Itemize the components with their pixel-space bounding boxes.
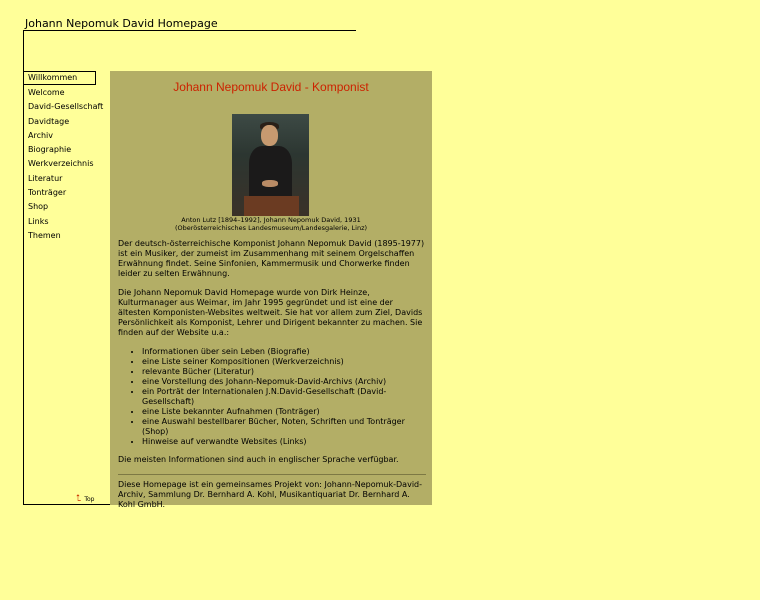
site-title: Johann Nepomuk David Homepage [25,17,218,30]
list-item: • relevante Bücher (Literatur) [142,367,426,377]
site-contents-list [118,347,426,447]
about-paragraph: Die Johann Nepomuk David Homepage wurde von Dirk Heinze, Kulturmanager aus Weimar, im Jahr 1995 gegründet und ist eine der ältesten Komponisten-Websites weltweit. Sie hat vor allem zum Ziel, Davids Persönlichkeit als Komponist, Lehrer und Dirigent bekannter zu machen. Sie finden auf der Website u.a.: [118,288,423,337]
top-label: Top [84,496,95,503]
nav-item-werkverzeichnis[interactable]: Werkverzeichnis [28,159,94,169]
list-item: • eine Liste bekannter Aufnahmen (Tonträger) [142,407,426,417]
nav-item-willkommen[interactable]: Willkommen [24,71,96,85]
composer-portrait-image [232,114,309,216]
back-to-top-link[interactable] [76,494,94,504]
nav-item-biographie[interactable]: Biographie [28,145,72,155]
title-divider [23,30,356,31]
page-title: Johann Nepomuk David - Komponist [173,80,369,94]
nav-item-shop[interactable]: Shop [28,202,49,212]
content-divider [118,474,426,475]
main-content-panel [110,71,432,509]
nav-item-themen[interactable]: Themen [28,230,61,240]
project-credits: Diese Homepage ist ein gemeinsames Projekt von: Johann-Nepomuk-David-Archiv, Sammlung Dr. Bernhard A. Kohl, Musikantiquariat Dr. Bernhard A. Kohl GmbH. [118,480,423,509]
nav-item-davidtage[interactable]: Davidtage [28,116,70,126]
list-item: • eine Vorstellung des Johann-Nepomuk-David-Archivs (Archiv) [142,377,426,387]
caption-line-2: (Oberösterreichisches Landesmuseum/Landesgalerie, Linz) [174,224,368,232]
nav-item-welcome[interactable]: Welcome [28,88,65,97]
language-note: Die meisten Informationen sind auch in englischer Sprache verfügbar. [118,455,399,464]
list-item: • eine Liste seiner Kompositionen (Werkverzeichnis) [142,357,426,367]
nav-item-literatur[interactable]: Literatur [28,173,63,183]
nav-item-tontraeger[interactable]: Tonträger [28,188,67,198]
bottom-divider [23,504,110,505]
list-item: • ein Porträt der Internationalen J.N.David-Gesellschaft (David-Gesellschaft) [142,387,426,407]
nav-item-links[interactable]: Links [28,216,49,226]
list-item: • Informationen über sein Leben (Biografie) [142,347,426,357]
caption-line-1: Anton Lutz [1894–1992], Johann Nepomuk David, 1931 [181,216,361,224]
nav-item-archiv[interactable]: Archiv [28,130,54,140]
portrait-caption [110,216,432,232]
intro-paragraph: Der deutsch-österreichische Komponist Johann Nepomuk David (1895-1977) ist ein Musiker, der zumeist im Zusammenhang mit seinem Orgelschaffen Erwähnung findet. Seine Sinfonien, Kammermusik und Chorwerke finden leider zu selten Erwähnung. [118,239,425,278]
sidebar-nav [24,71,110,243]
nav-item-david-gesellschaft[interactable]: David-Gesellschaft [28,102,104,112]
list-item: • Hinweise auf verwandte Websites (Links) [142,437,426,447]
list-item: • eine Auswahl bestellbarer Bücher, Noten, Schriften und Tonträger (Shop) [142,417,426,437]
intro-text [118,239,426,519]
up-arrow-icon: ⮤ [76,494,82,504]
